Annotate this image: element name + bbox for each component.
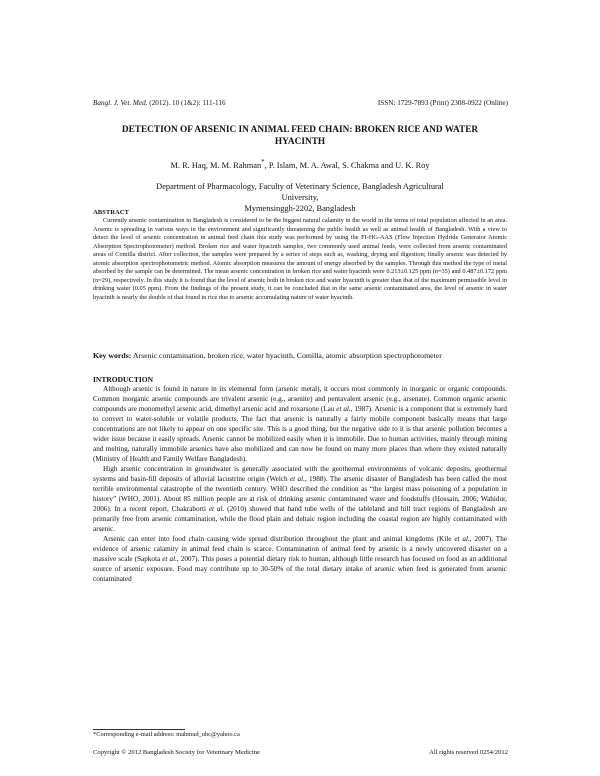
abstract-heading: ABSTRACT	[93, 209, 129, 216]
text-run: High arsenic concentration in groundwater is generally associated with the geothermal environments of volcanic deposits, geothermal systems and basin-fill deposits of alluvial lacustrine origin (Welch	[93, 465, 507, 483]
intro-paragraph-1	[93, 384, 507, 464]
keywords	[93, 351, 507, 360]
text-run: , 1988). The arsenic disaster of Bangladesh has been called the most terrible environmental catastrophe of the twentieth century. WHO described the condition as “the largest mass poisoning of a population in history” (WHO, 2001). About 85 million people are at risk of drinking arsenic contaminated water and foodstuffs (Hossain, 2006; Wahidur, 2006). In a recent report, Chakraborti	[93, 475, 507, 513]
citation-detail: (2012). 10 (1&2): 111-116	[147, 99, 226, 107]
intro-paragraph-3	[93, 534, 507, 584]
keywords-text: Arsenic contamination, broken rice, water hyacinth, Comilla, atomic absorption spectrophotometer	[131, 351, 442, 360]
copyright-notice: Copyright © 2012 Bangladesh Society for Veterinary Medicine	[93, 749, 260, 756]
affiliation	[150, 181, 450, 214]
keywords-label: Key words:	[93, 351, 132, 360]
footnote-divider	[93, 729, 185, 730]
journal-citation	[93, 99, 226, 107]
rights-notice: All rights reserved 0254/2012	[429, 749, 508, 756]
authors-rest: , P. Islam, M. A. Awal, S. Chakma and U. K. Roy	[264, 160, 430, 170]
et-al: et al.	[208, 505, 225, 513]
affiliation-line-1: Department of Pharmacology, Faculty of Veterinary Science, Bangladesh Agricultural University,	[156, 182, 444, 202]
abstract-text: Currently arsenic contamination in Bangladesh is considered to be the biggest natural calamity in the world in the terms of total population affected in an area. Arsenic is spreading in various ways in the environment and significantly threatening the public health as well as animal health of Bangladesh. With a view to detect the level of arsenic concentration in animal feed chain this study was performed by using the FI-HG-AAS (Flow Injection Hydride Generator Atomic Absorption Spectrophotometer) method. Broken rice and water hyacinth samples, two commonly used animal feeds, were collected from arsenic contaminated areas of Comilla district. After collection, the samples were prepared by a series of steps such as, washing, drying and digestion; finally arsenic was detected by atomic absorption spectrophotometric method. Atomic absorption measures the amount of energy absorbed by the samples. Through this method the type of metal absorbed by the sample can be determined. The mean arsenic concentration in broken rice and water hyacinth were 0.213±0.125 ppm (n=35) and 0.487±0.172 ppm (n=29), respectively. In this study it is found that the level of arsenic both in broken rice and water hyacinth is greater than that of the maximum permissible level in drinking water (0.05 ppm). From the findings of the present study, it can be concluded that in the same arsenic contaminated area, the level of arsenic in water hyacinth is nearly the double of that found in rice due to arsenic accumulating nature of water hyacinth.	[93, 217, 507, 301]
authors-first: M. R. Haq, M. M. Rahman	[170, 160, 262, 170]
affiliation-line-2: Mymensinggh-2202, Bangladesh	[244, 204, 356, 213]
text-run: (2010) showed that hand tube wells of the tableland and hill tract regions of Bangladesh are primarily free from arsenic contamination, while the flood plain and deltaic region including the coastal region are highly contaminated with arsenic.	[93, 505, 507, 533]
paper-title: DETECTION OF ARSENIC IN ANIMAL FEED CHAIN: BROKEN RICE AND WATER HYACINTH	[121, 125, 479, 147]
et-al: et al.	[289, 475, 305, 483]
author-list	[90, 158, 510, 170]
text-run: , 2007). This poses a potential dietary risk to human, although little research has focused on food as an additional source of arsenic exposure. Food may contribute up to 30-50% of the total dietary intake of arsenic when feed is generated from arsenic contaminated	[93, 555, 507, 583]
et-al: et al.	[336, 405, 351, 413]
et-al: et al.	[162, 555, 177, 563]
introduction-body	[93, 384, 507, 584]
et-al: et al.	[454, 535, 470, 543]
introduction-heading: INTRODUCTION	[93, 375, 154, 384]
journal-name: Bangl. J. Vet. Med.	[93, 99, 148, 107]
text-run: , 2007). The evidence of arsenic calamity in animal feed chain is scarce. Contamination of animal feed by arsenic is a newly uncovered disaster on a massive scale (Sapkota	[93, 535, 507, 563]
issn: ISSN: 1729-7893 (Print) 2308-0922 (Online)	[377, 99, 508, 107]
text-run: Although arsenic is found in nature in its elemental form (arsenic metal), it occurs most commonly in inorganic or organic compounds. Common inorganic arsenic compounds are trivalent arsenic (e.g., arsenite) and pentavalent arsenic (e.g., arsenate). Common organic arsenic compounds are monomethyl arsenic acid, dimethyl arsenic acid and roxarsone (Lau	[93, 385, 507, 413]
intro-paragraph-2	[93, 464, 507, 534]
corresponding-email: *Corresponding e-mail address: mahmud_ubc@yahoo.ca	[93, 731, 240, 738]
corresponding-mark: *	[261, 158, 265, 166]
text-run: , 1987). Arsenic is a component that is extremely hard to convert to water-soluble or volatile products. The fact that arsenic is naturally a fairly mobile component basically means that large concentrations are not likely to appear on one specific site. This is a good thing, but the negative side to it is that arsenic pollution becomes a wider issue because it easily spreads. Arsenic cannot be mobilized easily when it is immobile. Due to human activities, mainly through mining and melting, naturally immobile arsenics have also mobilized and can now be found on many more places than where they existed naturally (Ministry of Health and Family Welfare Bangladesh).	[93, 405, 508, 463]
text-run: Arsenic can enter into food chain causing wide spread distribution throughout the plant and animal kingdoms (Kile	[103, 535, 455, 543]
